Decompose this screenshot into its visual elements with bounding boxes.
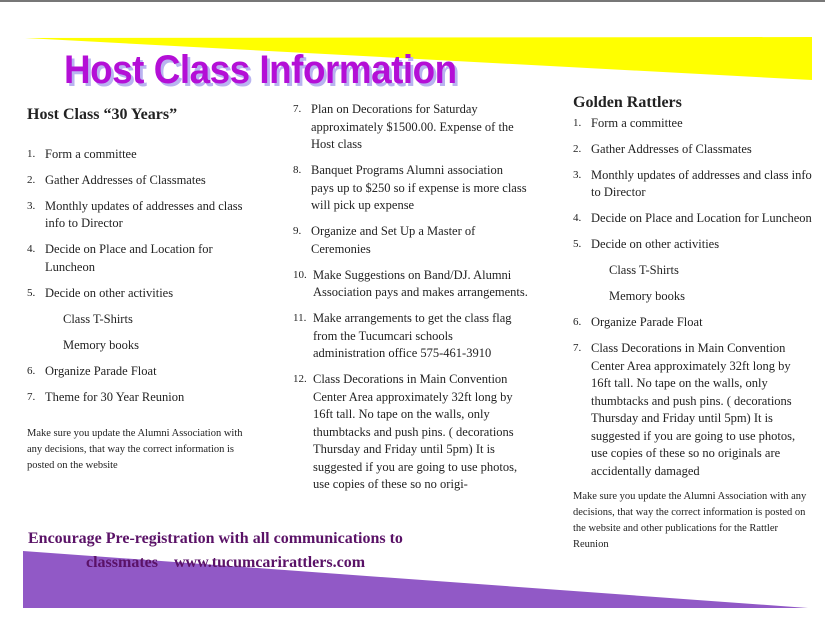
item-text: Decide on other activities [45,285,174,300]
item-number: 7. [27,390,36,403]
list-item [27,172,247,190]
list-item [293,101,528,154]
list-item [573,236,813,254]
list-item [573,141,813,159]
item-text: Plan on Decorations for Saturday approximately $1500.00. Expense of the Host class [311,102,514,151]
item-text: Make arrangements to get the class flag from the Tucumcari schools administration office 575-461-3910 [313,311,512,360]
list-item [573,167,813,202]
sub-item: Memory books [609,289,686,303]
item-text: Organize Parade Float [591,315,703,329]
item-text: Form a committee [45,146,137,161]
tasks-continued-column [293,101,528,502]
item-text: Gather Addresses of Classmates [45,172,206,187]
item-number: 4. [27,243,36,255]
list-item [573,115,813,133]
sub-item: Class T-Shirts [63,311,133,326]
list-item [573,210,813,228]
list-item [293,371,528,494]
item-number: 4. [573,212,582,224]
item-number: 5. [27,286,36,299]
item-number: 1. [573,116,582,129]
update-note: Make sure you update the Alumni Association with any decisions, that way the correct information is posted on the website [27,428,243,471]
item-text: Organize Parade Float [45,363,157,378]
item-text: Make Suggestions on Band/DJ. Alumni Association pays and makes arrangements. [313,267,528,299]
website-link[interactable]: www.tucumcarirattlers.com [173,554,366,571]
list-item [27,198,247,233]
item-number: 3. [573,168,582,181]
list-item [27,363,247,381]
item-number: 12. [293,373,307,385]
item-number: 7. [293,103,302,115]
banner-line: Encourage Pre-registration with all communications to [28,530,403,547]
column-heading: Host Class “30 Years” [27,106,178,123]
item-number: 11. [293,312,307,324]
item-number: 3. [27,199,36,212]
item-number: 2. [27,173,36,186]
page-title: Host Class Information [64,48,457,92]
list-item [573,340,813,480]
item-text: Class Decorations in Main Convention Center Area approximately 32ft long by 16ft tall. No tape on the walls, only thumbtacks and push pins. ( decorations Thursday and Friday until 5pm) It is suggested if you are going to use photos, use copies of these so no originals are accidentally damaged [591,341,796,478]
host-class-column [27,106,247,474]
list-item [573,314,813,332]
item-number: 6. [573,316,582,328]
list-item [27,285,247,303]
sub-item: Memory books [63,337,140,352]
item-text: Class Decorations in Main Convention Center Area approximately 32ft long by 16ft tall. No tape on the walls, only thumbtacks and push pins. ( decorations Thursday and Friday until 5pm) It is suggested if you are going to use photos, use copies of these so no origi- [313,372,518,491]
list-item [293,267,528,302]
sub-item: Class T-Shirts [609,263,679,277]
list-item [27,241,247,276]
item-text: Gather Addresses of Classmates [591,141,752,156]
item-text: Form a committee [591,115,683,130]
preregistration-banner [28,527,403,575]
item-text: Monthly updates of addresses and class info to Director [591,167,812,199]
banner-text: classmates [86,554,158,571]
golden-rattlers-column [573,94,813,553]
list-item [27,389,247,407]
item-text: Decide on other activities [591,237,720,251]
item-text: Theme for 30 Year Reunion [45,389,185,404]
item-number: 6. [27,364,36,377]
item-text: Organize and Set Up a Master of Ceremonies [311,224,476,256]
list-item [27,146,247,164]
item-number: 8. [293,164,302,176]
item-number: 2. [573,142,582,155]
list-item [293,162,528,215]
item-number: 7. [573,342,582,354]
item-number: 9. [293,225,302,237]
item-text: Banquet Programs Alumni association pays up to $250 so if expense is more class will pick up expense [311,163,527,212]
list-item [293,223,528,258]
item-text: Decide on Place and Location for Luncheon [45,242,213,274]
item-number: 1. [27,147,36,160]
item-number: 10. [293,268,307,281]
item-text: Monthly updates of addresses and class info to Director [45,198,243,230]
list-item [293,310,528,363]
column-heading: Golden Rattlers [573,94,682,111]
item-text: Decide on Place and Location for Luncheon [591,211,812,225]
item-number: 5. [573,238,582,250]
update-note: Make sure you update the Alumni Association with any decisions, that way the correct information is posted on the website and other publications for the Rattler Reunion [573,490,807,550]
